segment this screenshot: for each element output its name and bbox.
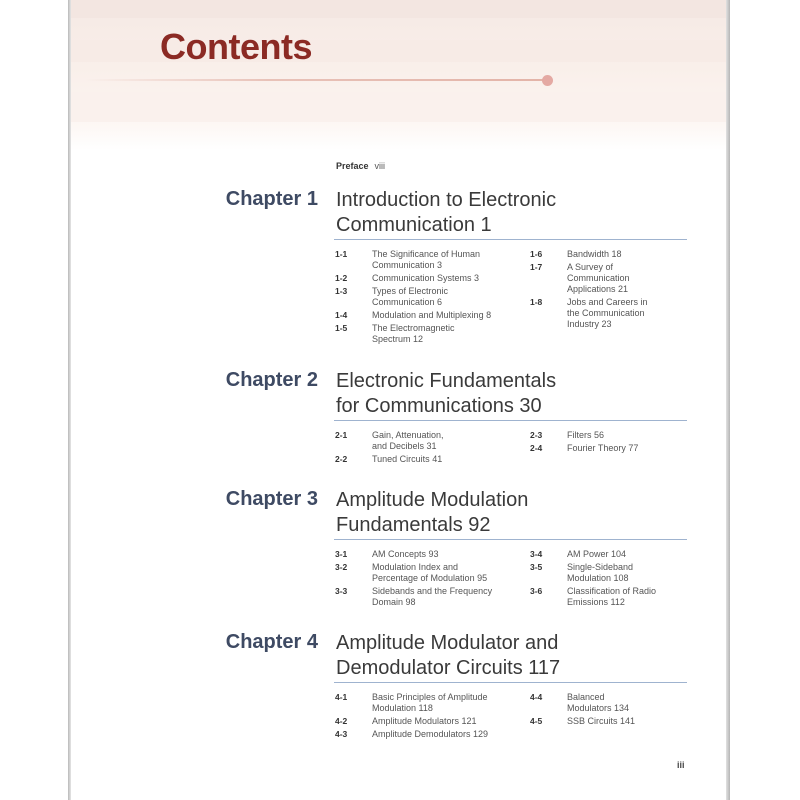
section-title (372, 729, 507, 740)
chapter-label: Chapter 4 (225, 631, 318, 653)
section-number: 1-5 (335, 323, 348, 333)
chapter-label: Chapter 3 (225, 488, 318, 510)
page-title: Contents (160, 26, 312, 67)
section-number: 2-3 (530, 430, 543, 440)
section-title-line: Tuned Circuits 41 (372, 454, 443, 464)
section-title (567, 716, 702, 727)
section-title (372, 549, 507, 560)
section-title-line: Domain 98 (372, 597, 416, 607)
section-title-line: Applications 21 (567, 284, 629, 294)
section-title-line: AM Power 104 (567, 549, 627, 559)
section-number: 4-1 (335, 692, 348, 702)
section-title-line: Modulation Index and (372, 562, 459, 572)
section-title-line: Amplitude Modulators 121 (372, 716, 477, 726)
section-number: 3-2 (335, 562, 348, 572)
section-title (372, 273, 507, 284)
chapter-rule (334, 239, 687, 240)
section-title (567, 562, 702, 584)
chapter-title-line: Amplitude Modulator and (336, 632, 559, 654)
section-number: 1-6 (530, 249, 543, 259)
section-title (372, 249, 507, 271)
chapter-label: Chapter 2 (225, 369, 318, 391)
section-number: 1-4 (335, 310, 348, 320)
section-number: 2-1 (335, 430, 348, 440)
section-title-line: Emissions 112 (567, 597, 625, 607)
section-number: 4-3 (335, 729, 348, 739)
section-title-line: Communication (567, 273, 630, 283)
section-title-line: Industry 23 (567, 319, 612, 329)
chapter-rule (334, 682, 687, 683)
section-title-line: Percentage of Modulation 95 (372, 573, 488, 583)
section-title (567, 262, 702, 295)
title-rule (85, 79, 545, 81)
section-title-line: Modulation and Multiplexing 8 (372, 310, 492, 320)
section-title (567, 430, 702, 441)
preface-label: Preface (336, 161, 369, 171)
section-title-line: Fourier Theory 77 (567, 443, 639, 453)
chapter-title-line: for Communications 30 (336, 395, 542, 417)
section-title-line: AM Concepts 93 (372, 549, 439, 559)
section-number: 4-5 (530, 716, 543, 726)
chapter-title-line: Electronic Fundamentals (336, 370, 557, 392)
section-title-line: SSB Circuits 141 (567, 716, 636, 726)
chapter-title (336, 188, 696, 238)
section-title-line: Single-Sideband (567, 562, 634, 572)
section-number: 2-4 (530, 443, 543, 453)
section-title-line: A Survey of (567, 262, 614, 272)
section-title (567, 586, 702, 608)
section-title (372, 716, 507, 727)
page-edge-right (726, 0, 730, 800)
section-title-line: Spectrum 12 (372, 334, 424, 344)
chapter-rule (334, 420, 687, 421)
section-title (372, 562, 507, 584)
section-title-line: Bandwidth 18 (567, 249, 622, 259)
section-title (372, 586, 507, 608)
section-title-line: Communication Systems 3 (372, 273, 480, 283)
section-number: 1-7 (530, 262, 543, 272)
section-number: 1-2 (335, 273, 348, 283)
chapter-title (336, 488, 696, 538)
section-title (372, 454, 507, 465)
chapter-label: Chapter 1 (225, 188, 318, 210)
section-title (567, 443, 702, 454)
section-title-line: The Significance of Human (372, 249, 481, 259)
section-number: 4-2 (335, 716, 348, 726)
section-number: 3-4 (530, 549, 543, 559)
title-dot-ornament (542, 75, 553, 86)
chapter-title-line: Fundamentals 92 (336, 514, 491, 536)
section-title-line: Sidebands and the Frequency (372, 586, 493, 596)
section-title-line: Gain, Attenuation, (372, 430, 444, 440)
section-title-line: Jobs and Careers in (567, 297, 648, 307)
section-title-line: Filters 56 (567, 430, 605, 440)
section-title-line: Classification of Radio (567, 586, 657, 596)
section-title (372, 310, 507, 321)
section-title-line: Modulation 118 (372, 703, 433, 713)
page-number: iii (677, 760, 685, 770)
section-number: 1-8 (530, 297, 543, 307)
chapter-title-line: Introduction to Electronic (336, 189, 557, 211)
section-title-line: Basic Principles of Amplitude (372, 692, 488, 702)
section-number: 2-2 (335, 454, 348, 464)
section-number: 3-5 (530, 562, 543, 572)
section-title-line: Balanced (567, 692, 605, 702)
section-title (372, 692, 507, 714)
preface-page: viii (374, 161, 386, 171)
section-title-line: the Communication (567, 308, 645, 318)
preface-entry (336, 161, 385, 171)
section-title-line: Modulators 134 (567, 703, 630, 713)
chapter-title-line: Amplitude Modulation (336, 489, 529, 511)
contents-page (71, 0, 726, 800)
chapter-title (336, 369, 696, 419)
section-title-line: Types of Electronic (372, 286, 449, 296)
section-title (372, 323, 507, 345)
section-number: 3-1 (335, 549, 348, 559)
section-number: 3-3 (335, 586, 348, 596)
section-title-line: Modulation 108 (567, 573, 629, 583)
section-title-line: Amplitude Demodulators 129 (372, 729, 489, 739)
section-number: 4-4 (530, 692, 543, 702)
section-title (372, 286, 507, 308)
section-number: 1-1 (335, 249, 348, 259)
section-title (372, 430, 507, 452)
section-number: 3-6 (530, 586, 543, 596)
section-title-line: and Decibels 31 (372, 441, 437, 451)
section-title-line: Communication 6 (372, 297, 443, 307)
section-number: 1-3 (335, 286, 348, 296)
chapter-title-line: Demodulator Circuits 117 (336, 657, 561, 679)
section-title (567, 692, 702, 714)
chapter-title (336, 631, 696, 681)
chapter-title-line: Communication 1 (336, 214, 492, 236)
section-title (567, 297, 702, 330)
section-title-line: Communication 3 (372, 260, 443, 270)
chapter-rule (334, 539, 687, 540)
section-title (567, 549, 702, 560)
section-title (567, 249, 702, 260)
header-band (71, 0, 726, 150)
section-title-line: The Electromagnetic (372, 323, 455, 333)
